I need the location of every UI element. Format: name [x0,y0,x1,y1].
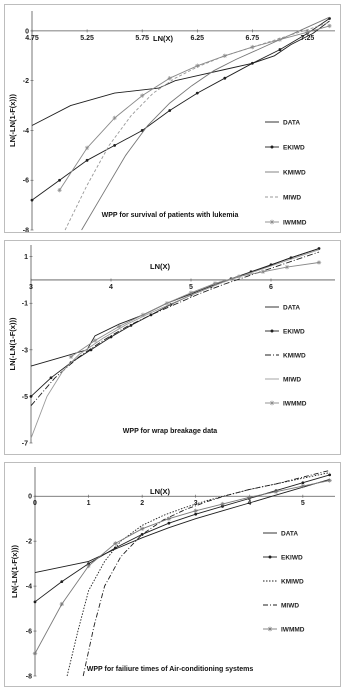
legend-entry [263,578,304,585]
wpp-chart-wrap-breakage [5,241,340,454]
y-tick-label: -6 [25,628,32,636]
series-iwmmd [57,24,331,193]
x-tick-label: 5.75 [135,34,149,42]
x-axis-label: LN(X) [150,487,170,496]
x-tick-label: 4.75 [25,34,39,42]
data-point [223,54,227,58]
x-tick-label: 6 [269,283,273,291]
legend-label: EKIWD [283,328,305,336]
legend-label: MIWD [283,376,302,384]
data-point [261,270,265,274]
y-tick-label: -8 [25,673,32,681]
x-tick-label: 6.25 [190,34,205,42]
y-tick-label: -3 [21,347,28,355]
y-tick-label: -6 [22,177,29,185]
chart-panel-wrap-breakage [4,240,341,455]
legend-entry [265,219,307,226]
legend-label: KMIWD [283,352,306,360]
data-point [167,516,171,520]
data-point [328,473,331,476]
y-tick-label: 0 [28,493,32,501]
y-axis-label: LN(-LN(1-F(x))) [8,94,17,147]
data-point [50,376,53,379]
legend-entry [265,119,300,126]
legend-marker [268,627,273,632]
legend-marker [270,401,275,406]
data-point [301,481,304,484]
data-point [31,199,34,202]
data-point [110,336,113,339]
data-point [141,313,145,317]
series-ekiwd [30,247,321,398]
legend-marker [269,556,272,559]
legend-marker [271,146,274,149]
data-point [34,600,37,603]
data-point [168,109,171,112]
y-tick-label: 1 [24,254,28,262]
legend-entry [265,169,306,176]
y-tick-label: -8 [22,227,29,232]
series-line [67,473,330,676]
legend-entry [263,626,305,633]
x-tick-label: 6.75 [245,34,260,42]
legend-entry [265,194,301,201]
data-point [86,159,89,162]
legend-entry [263,530,298,537]
legend-entry [265,400,307,407]
legend-label: DATA [283,119,301,127]
data-point [60,602,64,606]
data-point [117,324,121,328]
x-tick-label: 4 [109,283,113,291]
legend-label: IWMMD [281,626,305,634]
data-point [140,527,144,531]
legend-entry [263,554,303,561]
data-point [196,92,199,95]
series-miwd [31,250,319,439]
legend-entry [265,352,306,359]
data-point [250,45,254,49]
legend-label: IWMMD [283,219,307,227]
x-axis-label: LN(X) [150,262,170,271]
data-point [168,76,172,80]
series-line [31,250,319,439]
series-kmiwd [67,473,330,676]
y-tick-label: 0 [25,28,29,36]
data-point [113,144,116,147]
y-tick-label: -1 [21,300,28,308]
chart-title: WPP for wrap breakage data [122,428,218,435]
series-line [83,470,329,676]
data-point [301,484,305,488]
data-point [30,395,33,398]
legend-marker [271,330,274,333]
legend-label: KMIWD [283,169,306,177]
data-point [130,324,133,327]
legend-label: MIWD [281,602,300,610]
data-point [247,495,251,499]
y-tick-label: -7 [21,440,28,448]
legend-entry [265,376,301,383]
data-point [140,93,144,97]
x-tick-label: 2 [140,500,145,508]
data-point [213,281,217,285]
legend-entry [265,328,305,335]
data-point [278,37,282,41]
data-point [195,64,199,68]
series-line [31,252,319,406]
data-point [327,478,331,482]
data-point [60,580,63,583]
legend-entry [265,144,305,151]
y-axis-label: LN(-LN(1-F(x))) [8,317,17,371]
legend-label: EKIWD [281,554,303,562]
x-tick-label: 7.25 [300,34,315,42]
data-point [194,509,198,513]
x-tick-label: 5.25 [80,34,94,42]
legend-label: IWMMD [283,400,307,408]
series-line [60,26,330,190]
data-point [141,533,144,536]
data-point [33,651,37,655]
y-tick-label: -2 [25,538,32,546]
data-point [318,247,321,250]
legend-label: KMIWD [281,578,304,586]
chart-title: WPP for failiure times of Air-conditioning systems [86,666,254,673]
data-point [285,265,289,269]
data-point [194,513,197,516]
x-tick-label: 1 [86,500,91,508]
data-point [93,338,97,342]
data-point [168,522,171,525]
y-axis-label: LN(-LN(1-F(x))) [10,545,19,598]
data-point [223,77,226,80]
series-kmiwd [31,252,319,406]
data-point [279,48,282,51]
legend-marker [270,220,275,225]
data-point [305,30,309,34]
chart-title: WPP for survival of patients with lukemia [101,212,239,219]
x-tick-label: 4 [247,500,252,508]
x-tick-label: 0 [33,500,37,508]
y-tick-label: -2 [22,78,29,86]
series-miwd [83,470,329,676]
chart-panel-air-conditioning [4,462,341,687]
legend-entry [265,304,300,311]
legend-label: DATA [281,530,299,538]
data-point [317,260,321,264]
y-tick-label: -4 [25,583,32,591]
legend-entry [263,602,299,609]
data-point [220,502,224,506]
data-point [112,116,116,120]
data-point [57,188,61,192]
data-point [189,291,193,295]
series-line [31,249,319,397]
x-tick-label: 5 [300,500,305,508]
x-tick-label: 3 [193,500,198,508]
data-point [327,24,331,28]
legend-label: EKIWD [283,144,305,152]
y-tick-label: -4 [22,127,29,135]
y-tick-label: -5 [21,393,28,401]
x-tick-label: 3 [29,283,33,291]
x-axis-label: LN(X) [153,34,173,43]
x-tick-label: 5 [189,283,193,291]
series-line [71,263,319,360]
data-point [251,62,254,65]
data-point [237,274,241,278]
wpp-chart-leukemia [5,5,340,232]
data-point [85,146,89,150]
legend-label: DATA [283,304,301,312]
legend-label: MIWD [283,194,302,202]
data-point [58,179,61,182]
chart-panel-leukemia [4,4,341,233]
wpp-chart-air-conditioning [5,463,340,686]
